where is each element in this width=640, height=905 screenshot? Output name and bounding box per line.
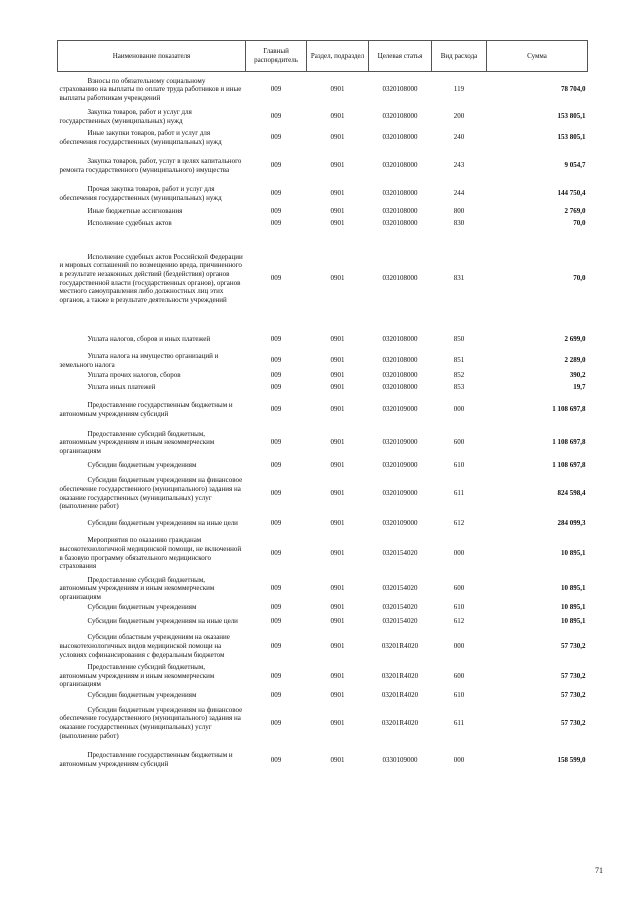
cell-amount: 1 108 697,8 bbox=[552, 461, 586, 470]
cell-section: 0901 bbox=[330, 461, 345, 470]
cell-section: 0901 bbox=[330, 519, 345, 528]
cell-target: 0320108000 bbox=[382, 383, 418, 392]
cell-expense-type: 000 bbox=[453, 405, 465, 414]
table-row bbox=[58, 701, 588, 745]
table-row bbox=[58, 472, 588, 516]
cell-name: Субсидии бюджетным учреждениям bbox=[87, 690, 197, 699]
cell-section: 0901 bbox=[330, 133, 345, 142]
cell-expense-type: 831 bbox=[453, 274, 465, 283]
cell-name: Предоставление субсидий бюджетным, автономным учреждениям и иным некоммерческим организациям bbox=[59, 663, 215, 689]
cell-amount: 57 730,2 bbox=[561, 690, 586, 699]
header-section: Раздел, подраздел bbox=[307, 41, 369, 72]
table-row bbox=[58, 629, 588, 663]
cell-target: 0320109000 bbox=[382, 519, 418, 528]
cell-amount: 19,7 bbox=[573, 383, 586, 392]
cell-section: 0901 bbox=[330, 755, 345, 764]
cell-name: Субсидии бюджетным учреждениям bbox=[87, 602, 197, 611]
cell-target: 0320108000 bbox=[382, 207, 418, 216]
cell-target: 0320109000 bbox=[382, 461, 418, 470]
cell-section: 0901 bbox=[330, 641, 345, 650]
table-row bbox=[58, 108, 588, 126]
table-row bbox=[58, 218, 588, 230]
cell-admin: 009 bbox=[270, 549, 282, 558]
cell-target: 03201R4020 bbox=[381, 718, 419, 727]
header-expense-type: Вид расхода bbox=[432, 41, 487, 72]
cell-name: Уплата налогов, сборов и иных платежей bbox=[87, 335, 211, 344]
table-row bbox=[58, 601, 588, 613]
table-row bbox=[58, 370, 588, 382]
cell-section: 0901 bbox=[330, 690, 345, 699]
cell-amount: 284 099,3 bbox=[557, 519, 586, 528]
cell-name: Взносы по обязательному социальному страхованию на выплаты по оплате труда работников и иные выплаты работникам учреждений bbox=[59, 76, 242, 103]
cell-admin: 009 bbox=[270, 438, 282, 447]
header-admin: Главный распорядитель bbox=[246, 41, 307, 72]
cell-name: Предоставление субсидий бюджетным, автономным учреждениям и иным некоммерческим организациям bbox=[59, 575, 215, 601]
cell-admin: 009 bbox=[270, 189, 282, 198]
cell-admin: 009 bbox=[270, 519, 282, 528]
cell-admin: 009 bbox=[270, 690, 282, 699]
cell-expense-type: 830 bbox=[453, 219, 465, 228]
cell-admin: 009 bbox=[270, 489, 282, 498]
cell-amount: 70,0 bbox=[573, 274, 586, 283]
cell-admin: 009 bbox=[270, 112, 282, 121]
cell-target: 0320108000 bbox=[382, 356, 418, 365]
cell-admin: 009 bbox=[270, 641, 282, 650]
cell-admin: 009 bbox=[270, 383, 282, 392]
cell-amount: 57 730,2 bbox=[561, 718, 586, 727]
cell-section: 0901 bbox=[330, 489, 345, 498]
cell-expense-type: 852 bbox=[453, 371, 465, 380]
cell-amount: 2 769,0 bbox=[564, 207, 586, 216]
cell-admin: 009 bbox=[270, 133, 282, 142]
cell-admin: 009 bbox=[270, 616, 282, 625]
cell-expense-type: 600 bbox=[453, 584, 465, 593]
cell-admin: 009 bbox=[270, 718, 282, 727]
cell-amount: 57 730,2 bbox=[561, 641, 586, 650]
cell-section: 0901 bbox=[330, 718, 345, 727]
cell-target: 0320154020 bbox=[382, 602, 418, 611]
cell-admin: 009 bbox=[270, 85, 282, 94]
cell-target: 0320108000 bbox=[382, 112, 418, 121]
table-row bbox=[58, 426, 588, 460]
table-row bbox=[58, 206, 588, 218]
cell-expense-type: 610 bbox=[453, 461, 465, 470]
cell-target: 03201R4020 bbox=[381, 671, 419, 680]
table-body bbox=[58, 72, 588, 776]
cell-amount: 10 895,1 bbox=[561, 616, 586, 625]
cell-name: Закупка товаров, работ, услуг в целях капитального ремонта государственного (муниципального) имущества bbox=[59, 156, 242, 174]
cell-amount: 1 108 697,8 bbox=[552, 405, 586, 414]
table-row bbox=[58, 689, 588, 701]
cell-name: Предоставление государственным бюджетным и автономным учреждениям субсидий bbox=[59, 400, 233, 418]
cell-target: 0320109000 bbox=[382, 489, 418, 498]
table-row bbox=[58, 352, 588, 370]
table-row bbox=[58, 745, 588, 775]
cell-admin: 009 bbox=[270, 356, 282, 365]
cell-admin: 009 bbox=[270, 584, 282, 593]
cell-expense-type: 119 bbox=[453, 85, 465, 94]
cell-name: Предоставление субсидий бюджетным, автономным учреждениям и иным некоммерческим организациям bbox=[59, 429, 215, 455]
cell-target: 0320154020 bbox=[382, 616, 418, 625]
cell-target: 0320154020 bbox=[382, 584, 418, 593]
table-row bbox=[58, 663, 588, 689]
cell-name: Предоставление государственным бюджетным и автономным учреждениям субсидий bbox=[59, 751, 233, 769]
table-row bbox=[58, 328, 588, 352]
cell-name: Субсидии областным учреждениям на оказание высокотехнологичных видов медицинской помощи на условиях софинансирования с федеральным бюджетом bbox=[59, 633, 230, 659]
cell-target: 0320154020 bbox=[382, 549, 418, 558]
cell-amount: 144 750,4 bbox=[557, 189, 586, 198]
cell-admin: 009 bbox=[270, 671, 282, 680]
cell-name: Исполнение судебных актов bbox=[87, 219, 172, 228]
cell-name: Исполнение судебных актов Российской Федерации и мировых соглашений по возмещению вреда, причиненного в результате незаконных действий (бездействия) органов государственной власти (государственных органов), органов местного самоуправления либо должностных лиц этих органов, а также в результате деятельности учреждений bbox=[59, 252, 243, 304]
cell-name: Иные закупки товаров, работ и услуг для обеспечения государственных (муниципальных) нужд bbox=[59, 128, 222, 146]
cell-expense-type: 244 bbox=[453, 189, 465, 198]
cell-amount: 57 730,2 bbox=[561, 671, 586, 680]
cell-expense-type: 612 bbox=[453, 616, 465, 625]
cell-section: 0901 bbox=[330, 112, 345, 121]
cell-target: 0320108000 bbox=[382, 133, 418, 142]
cell-target: 0330109000 bbox=[382, 755, 418, 764]
cell-expense-type: 000 bbox=[453, 641, 465, 650]
cell-amount: 153 805,1 bbox=[557, 112, 586, 121]
table-row bbox=[58, 460, 588, 472]
cell-name: Уплата иных платежей bbox=[87, 383, 156, 392]
cell-expense-type: 610 bbox=[453, 602, 465, 611]
cell-admin: 009 bbox=[270, 602, 282, 611]
cell-expense-type: 610 bbox=[453, 690, 465, 699]
cell-target: 0320108000 bbox=[382, 189, 418, 198]
cell-amount: 10 895,1 bbox=[561, 602, 586, 611]
cell-name: Субсидии бюджетным учреждениям на иные цели bbox=[87, 519, 238, 528]
cell-section: 0901 bbox=[330, 616, 345, 625]
cell-admin: 009 bbox=[270, 274, 282, 283]
cell-amount: 78 704,0 bbox=[561, 85, 586, 94]
cell-target: 0320109000 bbox=[382, 405, 418, 414]
cell-amount: 390,2 bbox=[569, 371, 586, 380]
cell-section: 0901 bbox=[330, 189, 345, 198]
cell-amount: 153 805,1 bbox=[557, 133, 586, 142]
cell-section: 0901 bbox=[330, 356, 345, 365]
table-header-row bbox=[58, 41, 588, 72]
cell-expense-type: 600 bbox=[453, 438, 465, 447]
table-row bbox=[58, 576, 588, 602]
cell-expense-type: 243 bbox=[453, 161, 465, 170]
cell-amount: 2 699,0 bbox=[564, 335, 586, 344]
cell-admin: 009 bbox=[270, 161, 282, 170]
cell-amount: 1 108 697,8 bbox=[552, 438, 586, 447]
cell-section: 0901 bbox=[330, 85, 345, 94]
cell-amount: 824 598,4 bbox=[557, 489, 586, 498]
cell-expense-type: 240 bbox=[453, 133, 465, 142]
cell-expense-type: 200 bbox=[453, 112, 465, 121]
cell-expense-type: 612 bbox=[453, 519, 465, 528]
cell-section: 0901 bbox=[330, 161, 345, 170]
header-name: Наименование показателя bbox=[58, 41, 246, 72]
cell-name: Уплата налога на имущество организаций и земельного налога bbox=[59, 351, 219, 369]
cell-admin: 009 bbox=[270, 461, 282, 470]
cell-expense-type: 611 bbox=[453, 489, 465, 498]
cell-name: Мероприятия по оказанию гражданам высокотехнологичной медицинской помощи, не включенной в базовую программу обязательного медицинского страхования bbox=[59, 536, 242, 571]
cell-section: 0901 bbox=[330, 383, 345, 392]
cell-section: 0901 bbox=[330, 207, 345, 216]
cell-section: 0901 bbox=[330, 274, 345, 283]
cell-target: 0320108000 bbox=[382, 371, 418, 380]
cell-target: 0320108000 bbox=[382, 85, 418, 94]
table-row bbox=[58, 382, 588, 394]
cell-admin: 009 bbox=[270, 755, 282, 764]
cell-amount: 70,0 bbox=[573, 219, 586, 228]
cell-amount: 9 054,7 bbox=[564, 161, 586, 170]
cell-section: 0901 bbox=[330, 371, 345, 380]
cell-target: 0320108000 bbox=[382, 335, 418, 344]
table-row bbox=[58, 72, 588, 108]
table-row bbox=[58, 150, 588, 182]
cell-section: 0901 bbox=[330, 549, 345, 558]
cell-amount: 2 289,0 bbox=[564, 356, 586, 365]
cell-expense-type: 800 bbox=[453, 207, 465, 216]
cell-name: Субсидии бюджетным учреждениям на финансовое обеспечение государственного (муниципального) задания на оказание государственных (муниципальных) услуг (выполнение работ) bbox=[59, 476, 243, 511]
cell-section: 0901 bbox=[330, 671, 345, 680]
cell-expense-type: 000 bbox=[453, 549, 465, 558]
cell-amount: 158 599,0 bbox=[557, 755, 586, 764]
cell-section: 0901 bbox=[330, 335, 345, 344]
cell-admin: 009 bbox=[270, 219, 282, 228]
cell-target: 0320109000 bbox=[382, 438, 418, 447]
cell-expense-type: 611 bbox=[453, 718, 465, 727]
cell-amount: 10 895,1 bbox=[561, 584, 586, 593]
cell-name: Субсидии бюджетным учреждениям на иные цели bbox=[87, 616, 238, 625]
cell-target: 03201R4020 bbox=[381, 690, 419, 699]
cell-name: Иные бюджетные ассигнования bbox=[87, 207, 183, 216]
cell-name: Субсидии бюджетным учреждениям на финансовое обеспечение государственного (муниципального) задания на оказание государственных (муниципальных) услуг (выполнение работ) bbox=[59, 705, 243, 740]
cell-section: 0901 bbox=[330, 405, 345, 414]
cell-name: Закупка товаров, работ и услуг для государственных (муниципальных) нужд bbox=[59, 107, 192, 125]
table-row bbox=[58, 394, 588, 426]
table-row bbox=[58, 230, 588, 328]
cell-target: 0320108000 bbox=[382, 161, 418, 170]
table-row bbox=[58, 126, 588, 150]
cell-admin: 009 bbox=[270, 405, 282, 414]
cell-section: 0901 bbox=[330, 584, 345, 593]
cell-admin: 009 bbox=[270, 371, 282, 380]
budget-table bbox=[57, 40, 588, 775]
cell-name: Субсидии бюджетным учреждениям bbox=[87, 461, 197, 470]
cell-admin: 009 bbox=[270, 207, 282, 216]
cell-expense-type: 850 bbox=[453, 335, 465, 344]
cell-target: 0320108000 bbox=[382, 274, 418, 283]
cell-section: 0901 bbox=[330, 219, 345, 228]
cell-amount: 10 895,1 bbox=[561, 549, 586, 558]
cell-section: 0901 bbox=[330, 602, 345, 611]
header-target: Целевая статья bbox=[369, 41, 432, 72]
table-row bbox=[58, 613, 588, 629]
cell-expense-type: 851 bbox=[453, 356, 465, 365]
cell-target: 03201R4020 bbox=[381, 641, 419, 650]
table-row bbox=[58, 516, 588, 532]
cell-expense-type: 000 bbox=[453, 755, 465, 764]
cell-expense-type: 853 bbox=[453, 383, 465, 392]
page-number: 71 bbox=[595, 866, 603, 875]
header-amount: Сумма bbox=[487, 41, 588, 72]
cell-target: 0320108000 bbox=[382, 219, 418, 228]
cell-name: Прочая закупка товаров, работ и услуг для обеспечения государственных (муниципальных) нужд bbox=[59, 184, 222, 202]
cell-admin: 009 bbox=[270, 335, 282, 344]
cell-section: 0901 bbox=[330, 438, 345, 447]
cell-name: Уплата прочих налогов, сборов bbox=[87, 371, 181, 380]
table-row bbox=[58, 532, 588, 576]
cell-expense-type: 600 bbox=[453, 671, 465, 680]
table-row bbox=[58, 182, 588, 206]
